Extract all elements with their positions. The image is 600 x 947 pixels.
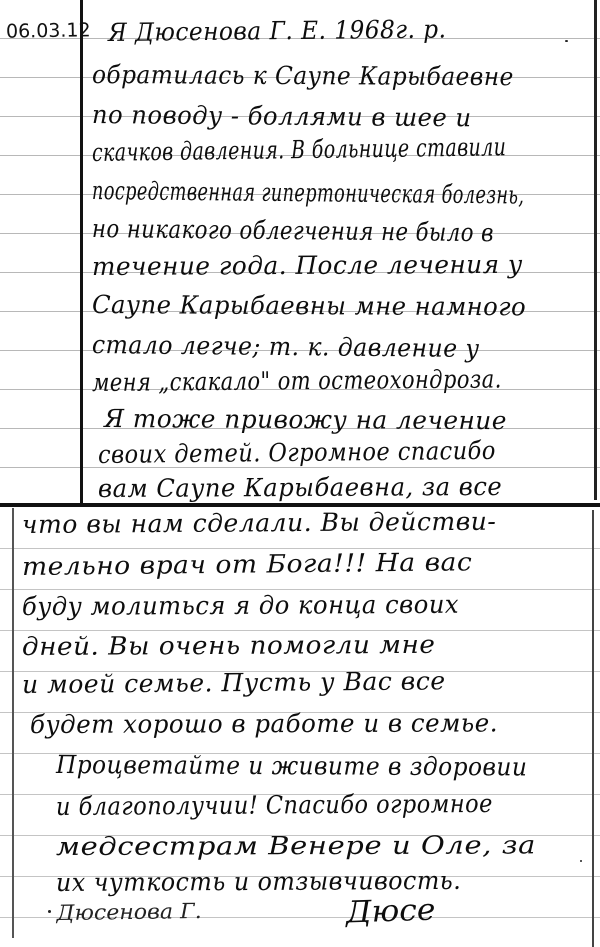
- scan-speck: [580, 860, 582, 862]
- letter-line: течение года. После лечения у: [91, 249, 523, 281]
- letter-line: Саупе Карыбаевны мне намного: [91, 290, 527, 322]
- letter-line: тельно врач от Бога!!! На вас: [21, 547, 473, 581]
- page-seam: [0, 503, 600, 507]
- scan-speck: [565, 40, 568, 42]
- letter-line: но никакого облегчения не было в: [91, 214, 495, 248]
- letter-line: и благополучии! Спасибо огромное: [55, 788, 493, 821]
- letter-line: будет хорошо в работе и в семье.: [29, 708, 499, 739]
- letter-line: что вы нам сделали. Вы действи-: [21, 506, 497, 539]
- letter-line: Я Дюсенова Г. Е. 1968г. р.: [107, 14, 447, 47]
- letter-line: их чуткость и отзывчивость.: [55, 865, 462, 897]
- letter-line: посредственная гипертоническая болезнь,: [91, 176, 525, 210]
- signature: Дюсе: [345, 892, 437, 931]
- signature-name: Дюсенова Г.: [56, 898, 202, 926]
- page-edge-left: [12, 508, 14, 938]
- letter-date: 06.03.12: [5, 19, 91, 43]
- letter-line: стало легче; т. к. давление у: [91, 330, 480, 364]
- letter-line: медсестрам Венере и Оле, за: [55, 830, 537, 861]
- page-edge-top: [594, 0, 597, 500]
- letter-line: буду молиться я до конца своих: [21, 589, 460, 621]
- letter-line: Я тоже привожу на лечение: [103, 404, 507, 436]
- letter-line: обратилась к Саупе Карыбаевне: [91, 60, 514, 92]
- scan-speck: [48, 910, 51, 913]
- letter-line: дней. Вы очень помогли мне: [21, 629, 436, 661]
- letter-line: своих детей. Огромное спасибо: [97, 435, 496, 469]
- letter-line: вам Саупе Карыбаевна, за все: [97, 471, 503, 503]
- letter-line: по поводу - боллями в шее и: [91, 100, 472, 133]
- letter-line: меня „скакало" от остеохондроза.: [91, 364, 502, 397]
- letter-line: скачков давления. В больнице ставили: [91, 132, 507, 167]
- margin-line: [80, 0, 83, 505]
- letter-line: и моей семье. Пусть у Вас все: [21, 666, 446, 699]
- page-edge-bottom: [592, 510, 594, 947]
- letter-line: Процветайте и живите в здоровии: [55, 750, 528, 782]
